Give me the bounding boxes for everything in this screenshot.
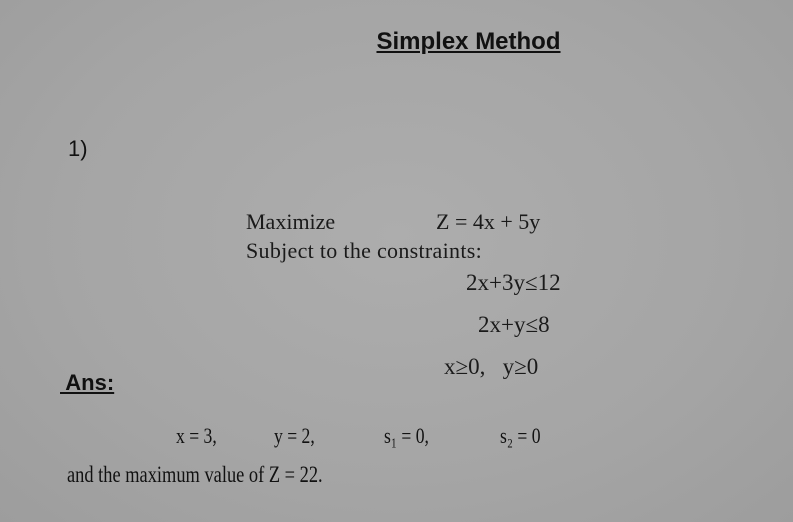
subject-to-label: Subject to the constraints: [246,238,483,263]
constraint-1: 2x+3y≤12 [466,270,561,295]
page-title: Simplex Method [376,28,561,55]
conclusion-text: and the maximum value of Z = 22. [67,462,323,487]
non-negativity-constraint: x≥0, y≥0 [444,354,539,379]
constraint-2: 2x+y≤8 [478,312,550,337]
solution-x: x = 3, [176,423,217,448]
objective-function: Z = 4x + 5y [436,209,541,234]
maximize-label: Maximize [246,209,336,234]
solution-y: y = 2, [274,423,315,448]
solution-s1: s₁ = 0, [384,423,429,448]
answer-label: Ans: [60,370,115,395]
question-number: 1) [68,136,88,161]
solution-s2: s₂ = 0 [500,423,541,448]
